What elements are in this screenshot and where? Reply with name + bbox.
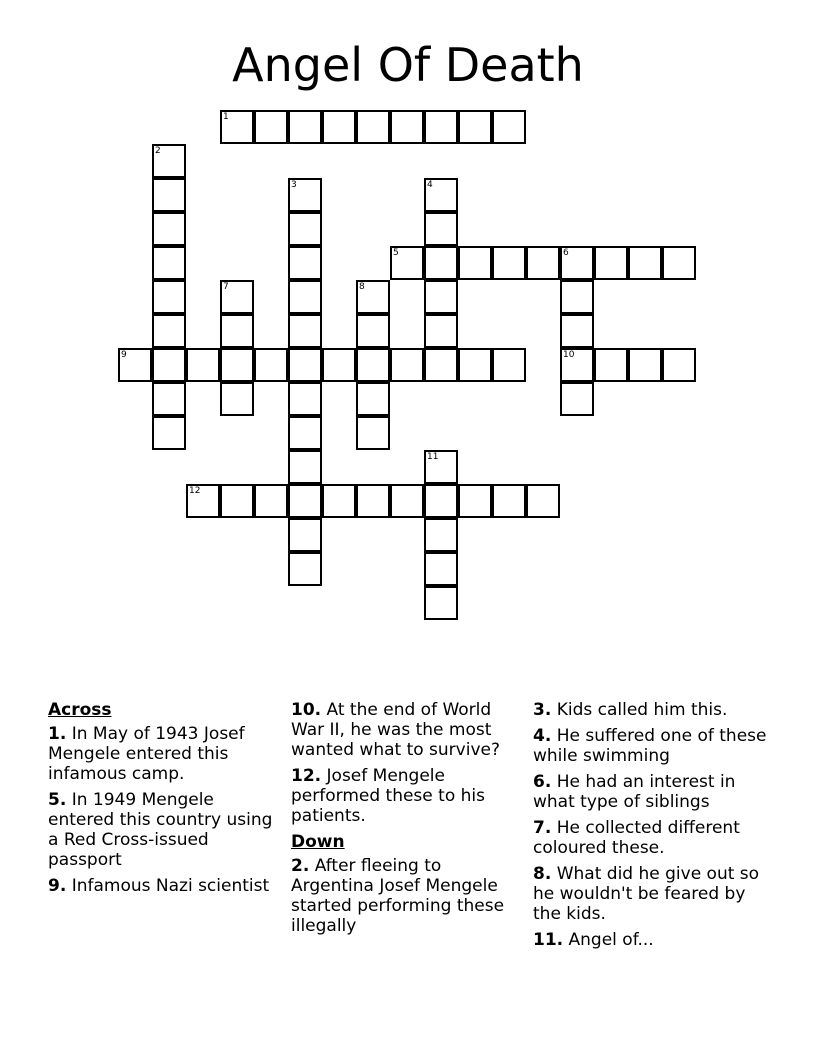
grid-cell[interactable] [424,246,458,280]
cell-number: 11 [427,452,439,462]
grid-cell[interactable] [288,450,322,484]
grid-cell[interactable] [492,246,526,280]
clue-number: 4. [533,726,552,746]
clue-down-6 [533,772,771,812]
clue-text: Josef Mengele performed these to his patients. [291,766,485,826]
clue-across-10 [291,700,523,760]
clue-text: At the end of World War II, he was the most wanted what to survive? [291,700,500,760]
grid-cell[interactable] [152,280,186,314]
grid-cell[interactable] [152,348,186,382]
grid-cell[interactable] [322,484,356,518]
cell-number: 4 [427,180,433,190]
grid-cell[interactable] [492,348,526,382]
cell-number: 5 [393,248,399,258]
grid-cell[interactable] [288,552,322,586]
grid-cell[interactable] [254,110,288,144]
clue-down-2 [291,856,523,936]
grid-cell[interactable] [254,484,288,518]
clue-column-1 [48,700,278,902]
clue-number: 1. [48,724,67,744]
grid-cell[interactable] [220,348,254,382]
grid-cell[interactable] [220,382,254,416]
grid-cell[interactable] [662,348,696,382]
grid-cell[interactable] [118,348,152,382]
cell-number: 12 [189,486,201,496]
grid-cell[interactable] [526,484,560,518]
grid-cell[interactable] [458,484,492,518]
grid-cell[interactable] [628,348,662,382]
grid-cell[interactable] [288,518,322,552]
clue-text: Infamous Nazi scientist [71,876,270,896]
grid-cell[interactable] [288,212,322,246]
grid-cell[interactable] [458,110,492,144]
grid-cell[interactable] [424,484,458,518]
clue-down-4 [533,726,771,766]
grid-cell[interactable] [288,416,322,450]
clue-number: 3. [533,700,552,720]
grid-cell[interactable] [186,348,220,382]
grid-cell[interactable] [560,246,594,280]
clue-number: 10. [291,700,322,720]
grid-cell[interactable] [288,314,322,348]
grid-cell[interactable] [220,314,254,348]
grid-cell[interactable] [288,246,322,280]
grid-cell[interactable] [152,178,186,212]
grid-cell[interactable] [424,212,458,246]
clue-text: Angel of... [568,930,654,950]
grid-cell[interactable] [356,484,390,518]
down-heading: Down [291,832,345,852]
clue-text: In 1949 Mengele entered this country using a Red Cross-issued passport [48,790,273,870]
grid-cell[interactable] [628,246,662,280]
grid-cell[interactable] [254,348,288,382]
clue-number: 6. [533,772,552,792]
across-heading: Across [48,700,112,720]
cell-number: 3 [291,180,297,190]
grid-cell[interactable] [186,484,220,518]
grid-cell[interactable] [560,348,594,382]
grid-cell[interactable] [560,280,594,314]
clue-down-11 [533,930,771,950]
cell-number: 7 [223,282,229,292]
clue-column-3 [533,700,771,956]
cell-number: 8 [359,282,365,292]
grid-cell[interactable] [288,178,322,212]
grid-cell[interactable] [492,110,526,144]
grid-cell[interactable] [152,416,186,450]
clue-text: He had an interest in what type of siblings [533,772,736,812]
grid-cell[interactable] [288,110,322,144]
grid-cell[interactable] [288,280,322,314]
grid-cell[interactable] [424,348,458,382]
grid-cell[interactable] [152,212,186,246]
grid-cell[interactable] [152,246,186,280]
grid-cell[interactable] [356,280,390,314]
grid-cell[interactable] [424,518,458,552]
clue-number: 8. [533,864,552,884]
grid-cell[interactable] [492,484,526,518]
grid-cell[interactable] [356,348,390,382]
clue-column-2 [291,700,523,942]
clue-text: He collected different coloured these. [533,818,740,858]
clue-down-3 [533,700,771,720]
grid-cell[interactable] [594,348,628,382]
cell-number: 9 [121,350,127,360]
grid-cell[interactable] [152,144,186,178]
puzzle-title: Angel Of Death [232,38,584,92]
grid-cell[interactable] [390,246,424,280]
grid-cell[interactable] [220,110,254,144]
clue-number: 12. [291,766,322,786]
grid-cell[interactable] [288,348,322,382]
clue-number: 2. [291,856,310,876]
grid-cell[interactable] [356,314,390,348]
grid-cell[interactable] [322,110,356,144]
clue-across-5 [48,790,278,870]
grid-cell[interactable] [424,586,458,620]
grid-cell[interactable] [424,110,458,144]
clue-across-12 [291,766,523,826]
cell-number: 10 [563,350,575,360]
clue-number: 9. [48,876,67,896]
grid-cell[interactable] [288,484,322,518]
clue-text: He suffered one of these while swimming [533,726,767,766]
clue-text: In May of 1943 Josef Mengele entered this infamous camp. [48,724,245,784]
clue-number: 5. [48,790,67,810]
clue-number: 7. [533,818,552,838]
grid-cell[interactable] [594,246,628,280]
cell-number: 1 [223,112,229,122]
clue-text: After fleeing to Argentina Josef Mengele started performing these illegally [291,856,505,936]
grid-cell[interactable] [390,110,424,144]
grid-cell[interactable] [356,416,390,450]
clue-across-1 [48,724,278,784]
grid-cell[interactable] [458,348,492,382]
grid-cell[interactable] [424,314,458,348]
grid-cell[interactable] [152,382,186,416]
grid-cell[interactable] [458,246,492,280]
grid-cell[interactable] [152,314,186,348]
clue-down-7 [533,818,771,858]
grid-cell[interactable] [220,280,254,314]
grid-cell[interactable] [424,178,458,212]
grid-cell[interactable] [356,110,390,144]
clue-down-8 [533,864,771,924]
clue-across-9 [48,876,278,896]
grid-cell[interactable] [424,280,458,314]
clue-text: What did he give out so he wouldn't be feared by the kids. [533,864,760,924]
clue-number: 11. [533,930,564,950]
grid-cell[interactable] [288,382,322,416]
grid-cell[interactable] [424,552,458,586]
grid-cell[interactable] [424,450,458,484]
cell-number: 6 [563,248,569,258]
grid-cell[interactable] [322,348,356,382]
grid-cell[interactable] [560,314,594,348]
grid-cell[interactable] [390,484,424,518]
grid-cell[interactable] [220,484,254,518]
clue-text: Kids called him this. [556,700,728,720]
cell-number: 2 [155,146,161,156]
grid-cell[interactable] [526,246,560,280]
grid-cell[interactable] [662,246,696,280]
grid-cell[interactable] [390,348,424,382]
grid-cell[interactable] [356,382,390,416]
grid-cell[interactable] [560,382,594,416]
